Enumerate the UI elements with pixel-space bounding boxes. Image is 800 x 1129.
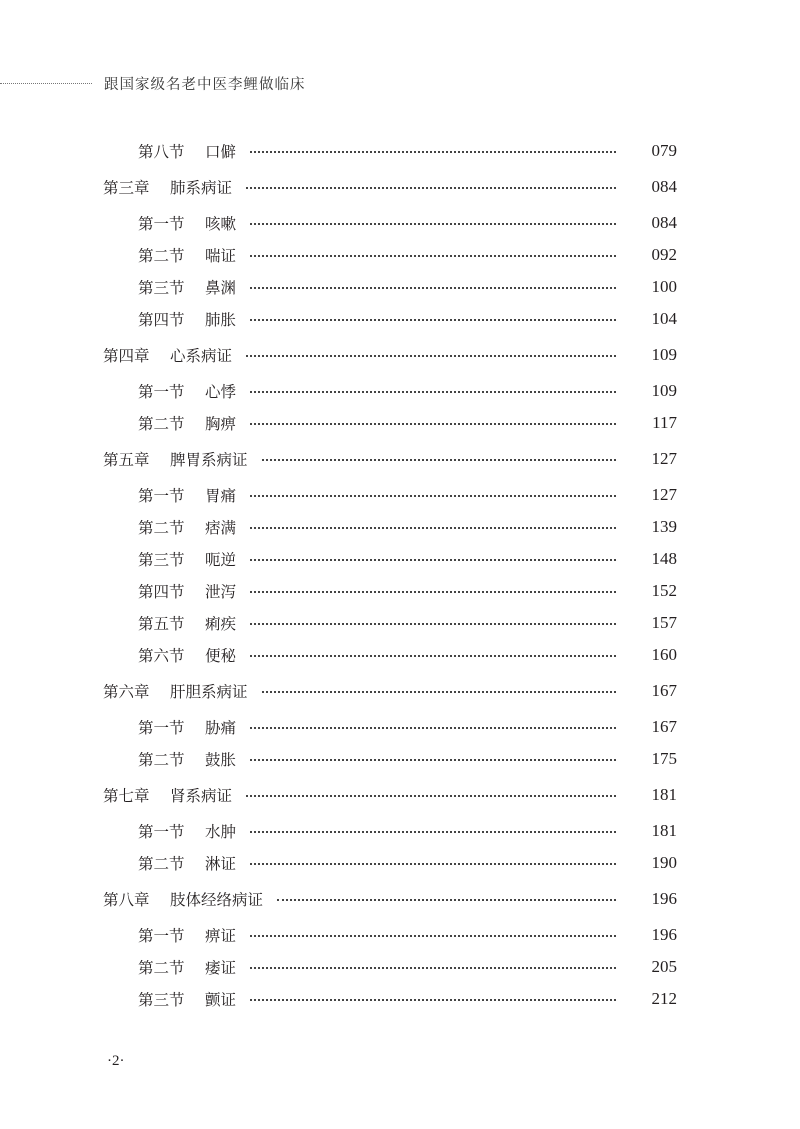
entry-page: 212 — [651, 989, 677, 1008]
dot-leader — [250, 319, 616, 321]
entry-title: 呃逆 — [205, 551, 237, 569]
entry-number: 第三章 — [103, 179, 150, 197]
dot-leader — [250, 391, 616, 393]
toc-section-entry[interactable] — [0, 951, 800, 983]
dot-leader — [250, 495, 616, 497]
entry-title: 心悸 — [205, 383, 237, 401]
entry-page: 181 — [651, 785, 677, 804]
entry-title: 淋证 — [205, 855, 237, 873]
dot-leader — [250, 287, 616, 289]
entry-title: 水肿 — [205, 823, 237, 841]
entry-page: 109 — [651, 381, 677, 400]
dot-leader — [246, 795, 616, 797]
entry-title: 鼻渊 — [205, 279, 237, 297]
entry-number: 第六节 — [138, 647, 185, 665]
entry-title: 泄泻 — [205, 583, 237, 601]
dot-leader — [277, 899, 616, 901]
toc-section-entry[interactable] — [0, 207, 800, 239]
entry-page: 167 — [651, 681, 677, 700]
entry-page: 196 — [651, 925, 677, 944]
entry-number: 第一节 — [138, 823, 185, 841]
dot-leader — [250, 623, 616, 625]
entry-title: 痢疾 — [205, 615, 237, 633]
entry-page: 175 — [651, 749, 677, 768]
toc-chapter-entry[interactable] — [0, 171, 800, 203]
dot-leader — [262, 691, 616, 693]
entry-number: 第二节 — [138, 519, 185, 537]
toc-section-entry[interactable] — [0, 135, 800, 167]
entry-title: 鼓胀 — [205, 751, 237, 769]
toc-section-entry[interactable] — [0, 983, 800, 1015]
entry-number: 第二节 — [138, 247, 185, 265]
entry-title: 脾胃系病证 — [170, 451, 248, 469]
entry-number: 第二节 — [138, 855, 185, 873]
dot-leader — [250, 967, 616, 969]
entry-number: 第一节 — [138, 719, 185, 737]
toc-chapter-entry[interactable] — [0, 883, 800, 915]
entry-title: 胃痛 — [205, 487, 237, 505]
dot-leader — [250, 727, 616, 729]
entry-title: 心系病证 — [170, 347, 233, 365]
toc-section-entry[interactable] — [0, 575, 800, 607]
toc-section-entry[interactable] — [0, 743, 800, 775]
entry-page: 181 — [651, 821, 677, 840]
running-header: 跟国家级名老中医李鲤做临床 — [104, 77, 306, 93]
entry-page: 148 — [651, 549, 677, 568]
toc-section-entry[interactable] — [0, 815, 800, 847]
entry-number: 第五节 — [138, 615, 185, 633]
toc-section-entry[interactable] — [0, 239, 800, 271]
entry-number: 第七章 — [103, 787, 150, 805]
entry-page: 084 — [651, 177, 677, 196]
entry-page: 152 — [651, 581, 677, 600]
toc-section-entry[interactable] — [0, 607, 800, 639]
entry-number: 第三节 — [138, 551, 185, 569]
dot-leader — [250, 559, 616, 561]
dot-leader — [250, 831, 616, 833]
entry-title: 肝胆系病证 — [170, 683, 248, 701]
dot-leader — [250, 223, 616, 225]
entry-number: 第八节 — [138, 143, 185, 161]
toc-section-entry[interactable] — [0, 271, 800, 303]
dot-leader — [250, 423, 616, 425]
toc-section-entry[interactable] — [0, 375, 800, 407]
entry-title: 痹证 — [205, 927, 237, 945]
entry-number: 第四节 — [138, 583, 185, 601]
toc-chapter-entry[interactable] — [0, 339, 800, 371]
entry-number: 第四章 — [103, 347, 150, 365]
entry-page: 127 — [651, 485, 677, 504]
dot-leader — [250, 759, 616, 761]
entry-number: 第三节 — [138, 991, 185, 1009]
entry-number: 第五章 — [103, 451, 150, 469]
entry-title: 胸痹 — [205, 415, 237, 433]
toc-section-entry[interactable] — [0, 711, 800, 743]
dot-leader — [250, 655, 616, 657]
entry-title: 咳嗽 — [205, 215, 237, 233]
entry-title: 便秘 — [205, 647, 237, 665]
dot-leader — [250, 527, 616, 529]
entry-page: 100 — [651, 277, 677, 296]
dot-leader — [250, 863, 616, 865]
dot-leader — [250, 999, 616, 1001]
entry-page: 079 — [651, 141, 677, 160]
toc-chapter-entry[interactable] — [0, 779, 800, 811]
entry-title: 胁痛 — [205, 719, 237, 737]
page-number: ·2· — [107, 1053, 125, 1069]
entry-title: 喘证 — [205, 247, 237, 265]
entry-number: 第二节 — [138, 751, 185, 769]
toc-section-entry[interactable] — [0, 407, 800, 439]
entry-page: 084 — [651, 213, 677, 232]
entry-number: 第一节 — [138, 383, 185, 401]
entry-page: 109 — [651, 345, 677, 364]
entry-title: 肾系病证 — [170, 787, 233, 805]
entry-page: 167 — [651, 717, 677, 736]
toc-section-entry[interactable] — [0, 639, 800, 671]
entry-title: 痞满 — [205, 519, 237, 537]
entry-title: 肺系病证 — [170, 179, 233, 197]
toc-section-entry[interactable] — [0, 303, 800, 335]
toc-section-entry[interactable] — [0, 543, 800, 575]
entry-page: 117 — [652, 413, 677, 432]
toc-section-entry[interactable] — [0, 847, 800, 879]
toc-section-entry[interactable] — [0, 511, 800, 543]
toc-chapter-entry[interactable] — [0, 675, 800, 707]
entry-page: 157 — [651, 613, 677, 632]
entry-page: 190 — [651, 853, 677, 872]
entry-number: 第二节 — [138, 959, 185, 977]
entry-title: 口僻 — [205, 143, 237, 161]
entry-title: 痿证 — [205, 959, 237, 977]
entry-page: 104 — [651, 309, 677, 328]
entry-page: 127 — [651, 449, 677, 468]
entry-title: 颤证 — [205, 991, 237, 1009]
entry-page: 160 — [651, 645, 677, 664]
entry-page: 196 — [651, 889, 677, 908]
dot-leader — [250, 151, 616, 153]
entry-number: 第二节 — [138, 415, 185, 433]
entry-number: 第三节 — [138, 279, 185, 297]
entry-number: 第一节 — [138, 927, 185, 945]
dot-leader — [246, 187, 616, 189]
dot-leader — [262, 459, 616, 461]
entry-number: 第一节 — [138, 487, 185, 505]
entry-number: 第八章 — [103, 891, 150, 909]
entry-page: 092 — [651, 245, 677, 264]
entry-page: 139 — [651, 517, 677, 536]
dot-leader — [250, 591, 616, 593]
toc-section-entry[interactable] — [0, 479, 800, 511]
entry-number: 第一节 — [138, 215, 185, 233]
dot-leader — [250, 935, 616, 937]
entry-title: 肢体经络病证 — [170, 891, 264, 909]
dot-leader — [250, 255, 616, 257]
entry-number: 第四节 — [138, 311, 185, 329]
header-rule — [0, 83, 92, 84]
table-of-contents — [0, 135, 800, 1015]
entry-title: 肺胀 — [205, 311, 237, 329]
entry-page: 205 — [651, 957, 677, 976]
toc-section-entry[interactable] — [0, 919, 800, 951]
toc-chapter-entry[interactable] — [0, 443, 800, 475]
dot-leader — [246, 355, 616, 357]
entry-number: 第六章 — [103, 683, 150, 701]
